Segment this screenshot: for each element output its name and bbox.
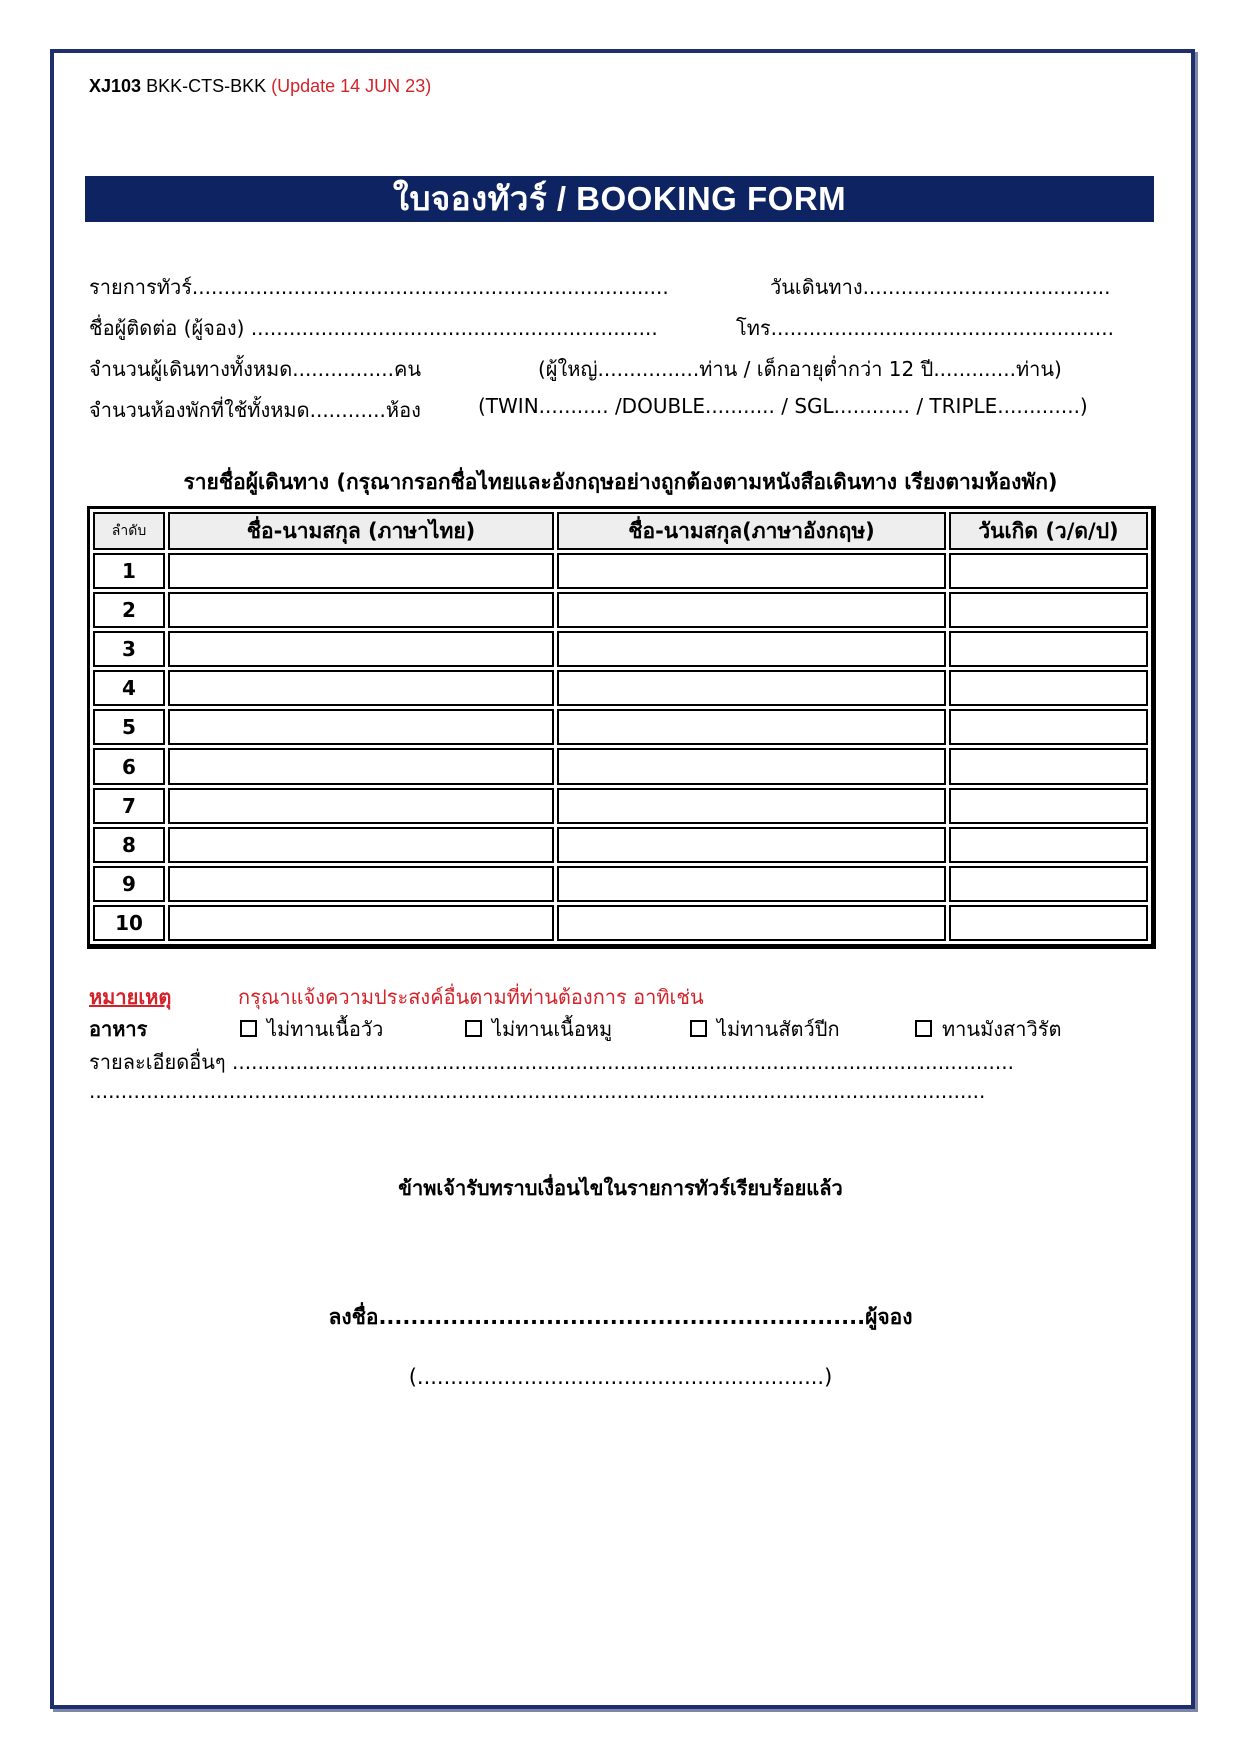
food-option-label: ไม่ทานสัตว์ปีก <box>717 1017 840 1041</box>
row-number: 8 <box>93 827 165 863</box>
note-label: หมายเหตุ <box>89 985 172 1009</box>
birthdate-cell[interactable] <box>949 788 1148 824</box>
food-option-no-beef[interactable] <box>240 1013 383 1045</box>
english-name-cell[interactable] <box>557 748 946 784</box>
thai-name-cell[interactable] <box>168 788 554 824</box>
english-name-cell[interactable] <box>557 827 946 863</box>
english-name-cell[interactable] <box>557 905 946 941</box>
food-option-vegetarian[interactable] <box>915 1013 1061 1045</box>
thai-name-cell[interactable] <box>168 905 554 941</box>
row-number: 5 <box>93 709 165 745</box>
food-option-no-pork[interactable] <box>465 1013 612 1045</box>
english-name-cell[interactable] <box>557 592 946 628</box>
update-date: (Update 14 JUN 23) <box>271 76 432 96</box>
checkbox-icon[interactable] <box>240 1020 257 1037</box>
form-title: ใบจองทัวร์ / BOOKING FORM <box>85 176 1154 222</box>
phone-field[interactable]: โทร...................................................... <box>736 316 1114 340</box>
tour-route: BKK-CTS-BKK <box>146 76 267 96</box>
tour-field[interactable]: รายการทัวร์........................................................................... <box>89 275 669 299</box>
passenger-list-title: รายชื่อผู้เดินทาง (กรุณากรอกชื่อไทยและอังกฤษอย่างถูกต้องตามหนังสือเดินทาง เรียงตามห้องพัก) <box>183 470 1058 494</box>
birthdate-cell[interactable] <box>949 670 1148 706</box>
adults-children-field[interactable]: (ผู้ใหญ่................ท่าน / เด็กอายุต่ำกว่า 12 ปี.............ท่าน) <box>538 357 1062 381</box>
table-row <box>93 631 1148 667</box>
food-option-no-poultry[interactable] <box>690 1013 840 1045</box>
passenger-table <box>87 506 1156 949</box>
thai-name-cell[interactable] <box>168 592 554 628</box>
birthdate-cell[interactable] <box>949 866 1148 902</box>
col-header-thai-name: ชื่อ-นามสกุล (ภาษาไทย) <box>168 512 554 550</box>
birthdate-cell[interactable] <box>949 592 1148 628</box>
contact-field[interactable]: ชื่อผู้ติดต่อ (ผู้จอง) ................................................................ <box>89 316 658 340</box>
thai-name-cell[interactable] <box>168 709 554 745</box>
birthdate-cell[interactable] <box>949 553 1148 589</box>
table-row <box>93 553 1148 589</box>
thai-name-cell[interactable] <box>168 553 554 589</box>
signature-name-line[interactable]: (.............................................................) <box>408 1365 833 1389</box>
english-name-cell[interactable] <box>557 709 946 745</box>
food-option-label: ทานมังสาวิรัต <box>942 1017 1062 1041</box>
food-option-label: ไม่ทานเนื้อหมู <box>492 1017 613 1041</box>
travelers-field[interactable]: จำนวนผู้เดินทางทั้งหมด................คน <box>89 357 421 381</box>
row-number: 10 <box>93 905 165 941</box>
acknowledgement-text: ข้าพเจ้ารับทราบเงื่อนไขในรายการทัวร์เรียบร้อยแล้ว <box>398 1176 843 1200</box>
row-number: 3 <box>93 631 165 667</box>
table-row <box>93 592 1148 628</box>
tour-code-id: XJ103 <box>89 76 142 96</box>
table-row <box>93 709 1148 745</box>
english-name-cell[interactable] <box>557 670 946 706</box>
thai-name-cell[interactable] <box>168 631 554 667</box>
thai-name-cell[interactable] <box>168 670 554 706</box>
checkbox-icon[interactable] <box>915 1020 932 1037</box>
birthdate-cell[interactable] <box>949 905 1148 941</box>
row-number: 4 <box>93 670 165 706</box>
signature-line[interactable]: ลงชื่อ.............................................................ผู้จอง <box>328 1305 913 1329</box>
note-text: กรุณาแจ้งความประสงค์อื่นตามที่ท่านต้องการ อาทิเช่น <box>238 985 704 1009</box>
col-header-english-name: ชื่อ-นามสกุล(ภาษาอังกฤษ) <box>557 512 946 550</box>
birthdate-cell[interactable] <box>949 709 1148 745</box>
table-row <box>93 866 1148 902</box>
english-name-cell[interactable] <box>557 631 946 667</box>
table-header-row <box>93 512 1148 550</box>
tour-code <box>89 76 431 97</box>
birthdate-cell[interactable] <box>949 748 1148 784</box>
table-row <box>93 670 1148 706</box>
thai-name-cell[interactable] <box>168 827 554 863</box>
english-name-cell[interactable] <box>557 866 946 902</box>
other-details-continuation[interactable]: ............................................................................................................................................. <box>89 1079 986 1103</box>
checkbox-icon[interactable] <box>465 1020 482 1037</box>
col-header-birthdate: วันเกิด (ว/ด/ป) <box>949 512 1148 550</box>
row-number: 7 <box>93 788 165 824</box>
other-details-field[interactable]: รายละเอียดอื่นๆ ........................................................................................................................... <box>89 1050 1014 1074</box>
rooms-field[interactable]: จำนวนห้องพักที่ใช้ทั้งหมด............ห้อง <box>89 398 421 422</box>
table-row <box>93 827 1148 863</box>
checkbox-icon[interactable] <box>690 1020 707 1037</box>
row-number: 2 <box>93 592 165 628</box>
room-types-field[interactable]: (TWIN........... /DOUBLE........... / SGL............ / TRIPLE.............) <box>478 394 1088 418</box>
row-number: 1 <box>93 553 165 589</box>
table-row <box>93 788 1148 824</box>
table-row <box>93 748 1148 784</box>
row-number: 9 <box>93 866 165 902</box>
english-name-cell[interactable] <box>557 788 946 824</box>
thai-name-cell[interactable] <box>168 866 554 902</box>
travel-date-field[interactable]: วันเดินทาง....................................... <box>770 275 1111 299</box>
food-label: อาหาร <box>89 1017 148 1041</box>
thai-name-cell[interactable] <box>168 748 554 784</box>
birthdate-cell[interactable] <box>949 827 1148 863</box>
table-row <box>93 905 1148 941</box>
birthdate-cell[interactable] <box>949 631 1148 667</box>
english-name-cell[interactable] <box>557 553 946 589</box>
col-header-no: ลำดับ <box>93 512 165 550</box>
row-number: 6 <box>93 748 165 784</box>
food-option-label: ไม่ทานเนื้อวัว <box>267 1017 384 1041</box>
